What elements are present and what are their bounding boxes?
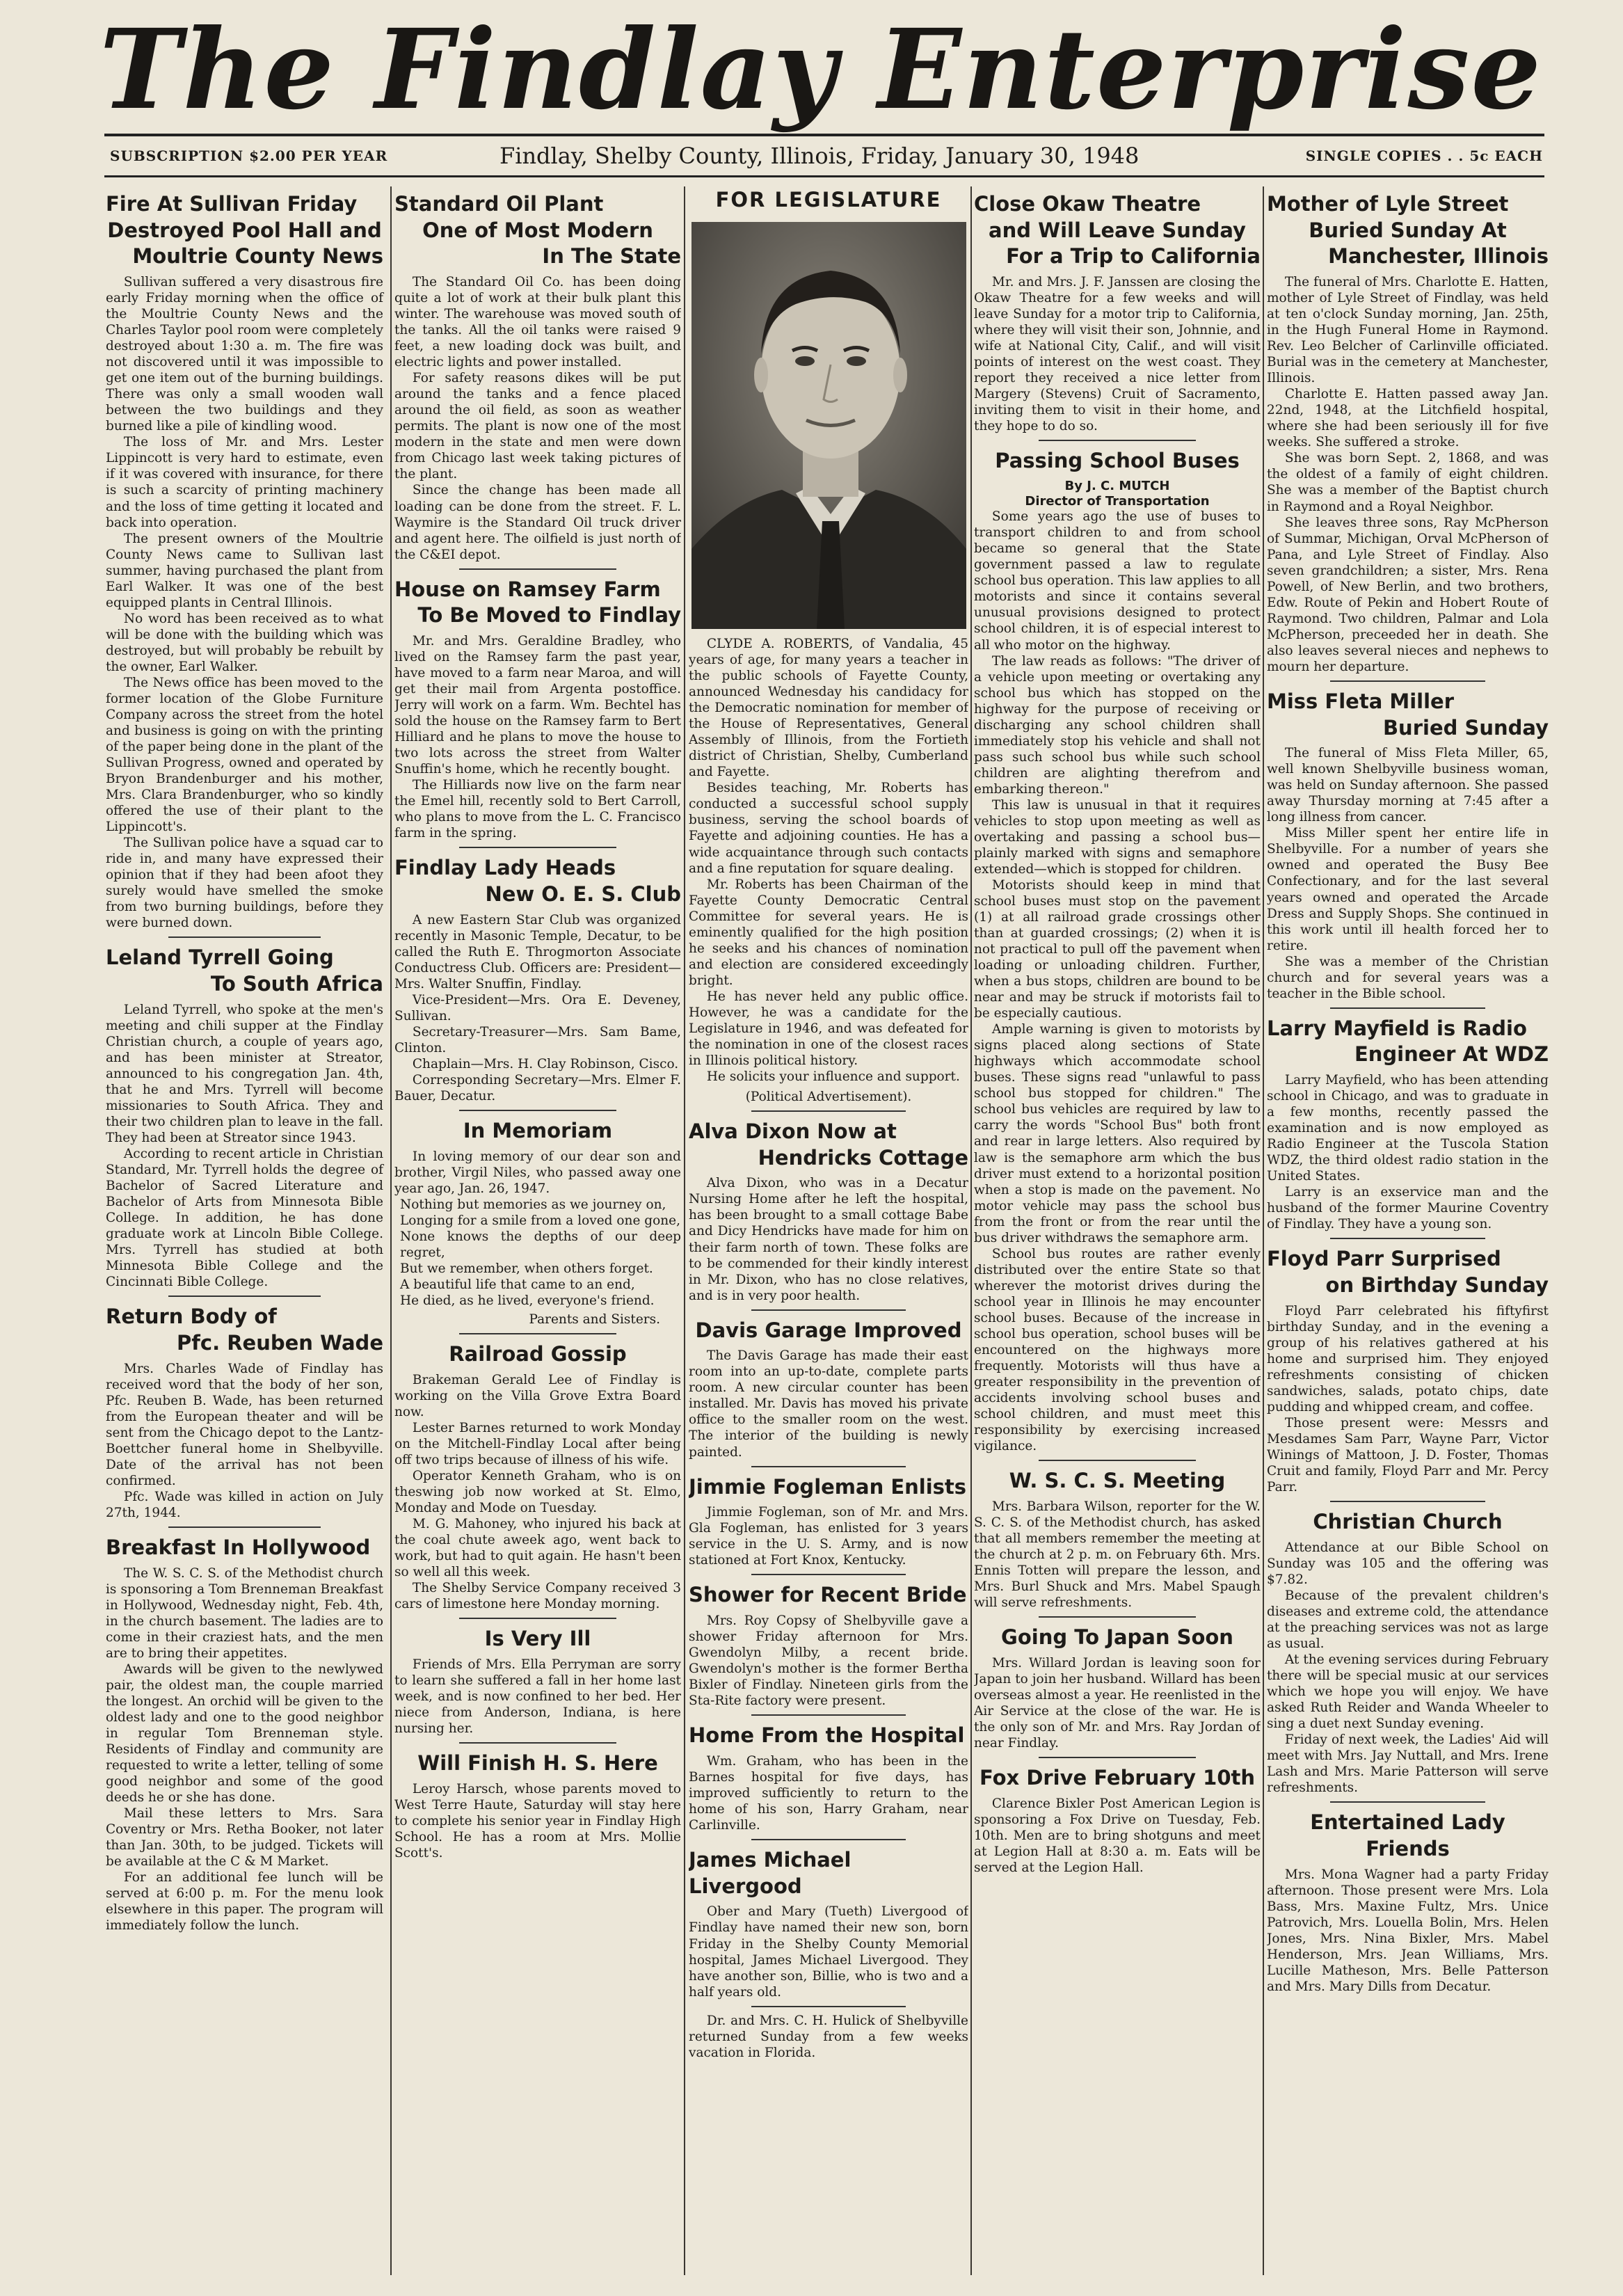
- headline-line: To South Africa: [210, 972, 383, 996]
- article-w-s-c-s-meeting: [974, 1468, 1261, 1611]
- article-going-to-japan-soon: [974, 1625, 1261, 1751]
- article-separator: [459, 1618, 617, 1619]
- column-4: [974, 184, 1261, 2282]
- article-paragraph: Mrs. Charles Wade of Findlay has received word that the body of her son, Pfc. Reuben B. Wade, has been returned from the European theater and will be sent from the Chicago depot to the Lantz-Boettcher funeral home in Shelbyville. Date of the arrival has not been confirmed.: [106, 1361, 383, 1488]
- article-paragraph: Besides teaching, Mr. Roberts has conducted a successful school supply business, serving the school boards of Fayette and adjoining counties. He has a wide acquaintance through such contacts and a fine reputation for square dealing.: [689, 781, 968, 876]
- article-james-michael-livergood: [689, 1847, 968, 2000]
- headline-line: One of Most Modern: [422, 218, 653, 242]
- column-divider: [970, 186, 972, 2275]
- article-paragraph: Mail these letters to Mrs. Sara Coventry or Mrs. Retha Booker, not later than Jan. 30th, to be judged. Tickets will be available at the C & M Market.: [106, 1806, 383, 1870]
- headline-line: New O. E. S. Club: [485, 882, 681, 907]
- article-leland-tyrrell-going: [106, 945, 383, 1290]
- headline-line: Engineer At WDZ: [1354, 1042, 1549, 1067]
- article-separator: [1039, 1757, 1197, 1758]
- article-paragraph: Those present were: Messrs and Mesdames Sam Parr, Wayne Parr, Victor Winings of Mattoon, J. D. Foster, Thomas Cruit and family, Floyd Parr and Mr. Percy Parr.: [1267, 1416, 1549, 1495]
- headline-line: Mother of Lyle Street: [1267, 192, 1509, 216]
- article-headline: [689, 1847, 968, 1899]
- headline-line: Will Finish H. S. Here: [417, 1751, 658, 1776]
- article-paragraph: The law reads as follows: "The driver of a vehicle upon meeting or overtaking any school bus which has stopped on the highway for the purpose of receiving or discharging any school children shall immediately stop his vehicle and shall not pass such school bus while such school children are alighting therefrom and embarking thereon.": [974, 653, 1261, 797]
- article-separator: [168, 1526, 321, 1528]
- article-paragraph: Leroy Harsch, whose parents moved to West Terre Haute, Saturday will stay here to complete his senior year in Findlay High School. He has a room at Mrs. Mollie Scott's.: [394, 1781, 681, 1860]
- article-paragraph: Ample warning is given to motorists by signs placed along sections of State highways which accommodate school buses. These signs read "unlawful to pass school bus stopped for children." The school bus vehicles are required by law to carry the words "School Bus" both front and rear in large letters. Also required by law is the semaphore arm which the bus driver must extend to a horizontal position when a stop is made on the pavement. No motor vehicle may pass the school bus from the front or from the rear until the bus driver withdraws the semaphore arm.: [974, 1022, 1261, 1245]
- article-paragraph: Secretary-Treasurer—Mrs. Sam Bame, Clinton.: [394, 1025, 681, 1056]
- article-paragraph: Larry is an exservice man and the husband of the former Maurine Coventry of Findlay. They have a young son.: [1267, 1185, 1549, 1232]
- headline-line: Home From the Hospital: [689, 1723, 965, 1748]
- article-separator: [459, 847, 617, 848]
- article-separator: [459, 568, 617, 570]
- article-separator: [751, 1574, 905, 1575]
- column-1: [106, 184, 387, 2282]
- article-passing-school-buses: [974, 448, 1261, 1454]
- article-larry-mayfield-is-radio: [1267, 1016, 1549, 1233]
- article-headline: [1267, 1016, 1549, 1068]
- article-headline: [689, 1474, 968, 1501]
- article-separator: [751, 1839, 905, 1840]
- article-close-okaw-theatre: [974, 191, 1261, 434]
- article-paragraph: Alva Dixon, who was in a Decatur Nursing Home after he left the hospital, has been brought to a small cottage Babe and Dicy Hendricks have made for him on their farm north of town. These folks are to be commended for their kindly interest in Mr. Dixon, who has no close relatives, and is in very poor health.: [689, 1176, 968, 1303]
- article-paragraph: He solicits your influence and support.: [706, 1069, 960, 1084]
- column-5: [1267, 184, 1549, 2282]
- article-headline: [394, 1626, 681, 1652]
- article-paragraph: In loving memory of our dear son and brother, Virgil Niles, who passed away one year ago, Jan. 26, 1947.: [394, 1149, 681, 1196]
- article-paragraph: Lester Barnes returned to work Monday on the Mitchell-Findlay Local after being off two trips because of illness of his wife.: [394, 1420, 681, 1468]
- article-paragraph: Some years ago the use of buses to transport children to and from school became so general that the State government passed a law to regulate school bus operation. This law applies to all motorists and since it contains several unusual provisions designed to protect school children, it is of especial interest to all who motor on the highway.: [974, 509, 1261, 653]
- article-headline: [394, 1751, 681, 1777]
- article-miss-fleta-miller: [1267, 689, 1549, 1002]
- article-separator: [1330, 1801, 1485, 1803]
- article-paragraph: She was a member of the Christian church and for several years was a teacher in the Bible school.: [1267, 954, 1549, 1001]
- article-headline: [1267, 1810, 1549, 1862]
- article-paragraph: He has never held any public office. However, he was a candidate for the Legislature in 1946, and was defeated for the nomination in one of the closest races in Illinois political history.: [689, 989, 968, 1068]
- article-paragraph: The Shelby Service Company received 3 cars of limestone here Monday morning.: [394, 1581, 681, 1612]
- article-paragraph: For safety reasons dikes will be put around the tanks and a fence placed around the oil field, as soon as weather permits. The plant is now one of the most modern in the state and men were down from Chicago last week taking pictures of the plant.: [394, 371, 681, 482]
- article-paragraph: Dr. and Mrs. C. H. Hulick of Shelbyville returned Sunday from a few weeks vacation in Florida.: [689, 2013, 968, 2060]
- headline-line: James Michael Livergood: [689, 1848, 852, 1898]
- article-paragraph: Chaplain—Mrs. H. Clay Robinson, Cisco.: [412, 1057, 679, 1072]
- column-divider: [1263, 186, 1264, 2275]
- article-separator: [459, 1333, 617, 1334]
- headline-line: In Memoriam: [463, 1119, 613, 1143]
- dateline: Findlay, Shelby County, Illinois, Friday, January 30, 1948: [499, 143, 1140, 169]
- headline-line: Leland Tyrrell Going: [106, 946, 334, 970]
- article-headline: [1267, 1246, 1549, 1298]
- verse-line: He died, as he lived, everyone's friend.: [400, 1293, 655, 1309]
- article-breakfast-in-hollywood: [106, 1535, 383, 1934]
- headline-line: Floyd Parr Surprised: [1267, 1247, 1501, 1271]
- article-paragraph: Because of the prevalent children's diseases and extreme cold, the attendance at the preaching services was not as large as usual.: [1267, 1588, 1549, 1652]
- dateline-bar: [110, 139, 1543, 174]
- article-is-very-ill: [394, 1626, 681, 1737]
- article-separator: [751, 1309, 905, 1311]
- article-separator: [1039, 440, 1197, 441]
- article-paragraph: The Hilliards now live on the farm near the Emel hill, recently sold to Bert Carroll, who plans to move from the L. C. Francisco farm in the spring.: [394, 778, 681, 841]
- article-paragraph: The loss of Mr. and Mrs. Lester Lippincott is very hard to estimate, even if it was covered with insurance, for there is such a scarcity of printing machinery and the loss of time getting it located and back into operation.: [106, 435, 383, 530]
- article-findlay-lady-heads: [394, 855, 681, 1104]
- article-separator: [751, 1714, 905, 1716]
- article-paragraph: Friends of Mrs. Ella Perryman are sorry to learn she suffered a fall in her home last week, and is now confined to her bed. Her niece from Anderson, Indiana, is here nursing her.: [394, 1657, 681, 1737]
- article-headline: [974, 1625, 1261, 1651]
- article-paragraph: Ober and Mary (Tueth) Livergood of Findlay have named their new son, born Friday in the Shelby County Memorial hospital, James Michael Livergood. They have another son, Billie, who is two and a half years old.: [689, 1904, 968, 2000]
- masthead-title: The Findlay Enterprise: [99, 5, 1543, 134]
- article-headline: [974, 1765, 1261, 1792]
- headline-line: Manchester, Illinois: [1328, 244, 1549, 269]
- article-paragraph: Miss Miller spent her entire life in Shelbyville. For a number of years she owned and operated the Busy Bee Confectionary, and for the last several years owned and operated the Arcade Dress and Supply Shops. She continued in this work until ill health forced her to retire.: [1267, 826, 1549, 953]
- headline-line: Buried Sunday: [1382, 715, 1549, 740]
- headline-line: To Be Moved to Findlay: [417, 603, 681, 628]
- article-paragraph: Floyd Parr celebrated his fiftyfirst birthday Sunday, and in the evening a group of his relatives gathered at his home and surprised him. They enjoyed refreshments consisting of chicken sandwiches, salads, potato chips, date pudding and whipped cream, and coffee.: [1267, 1303, 1549, 1414]
- verse-line: But we remember, when others forget.: [400, 1261, 653, 1277]
- article-separator: [459, 1742, 617, 1744]
- article-paragraph: Mr. and Mrs. Geraldine Bradley, who lived on the Ramsey farm the past year, have moved to a farm near Maroa, and will get their mail from Argenta postoffice. Jerry will work on a farm. Wm. Bechtel has sold the house on the Ramsey farm to Bert Hilliard and he plans to move the house to two lots across the street from Walter Snuffin's home, which he recently bought.: [394, 634, 681, 777]
- article-headline: [974, 191, 1261, 270]
- byline: By J. C. MUTCH: [1064, 479, 1170, 494]
- masthead-rule-bottom: [104, 175, 1544, 177]
- article-headline: [106, 1535, 383, 1561]
- article-paragraph: The W. S. C. S. of the Methodist church is sponsoring a Tom Brenneman Breakfast in Hollywood, Wednesday night, Feb. 4th, in the church basement. The ladies are to come in their craziest hats, and the men are to bring their appetites.: [106, 1565, 383, 1661]
- article-headline: [394, 1118, 681, 1145]
- headline-line: Alva Dixon Now at: [689, 1119, 897, 1143]
- article-paragraph: CLYDE A. ROBERTS, of Vandalia, 45 years of age, for many years a teacher in the public schools of Fayette County, announced Wednesday his candidacy for the Democratic nomination for member of the House of Representatives, General Assembly of Illinois, from the Fortieth district of Christian, Shelby, Cumberland and Fayette.: [689, 637, 968, 780]
- headline-line: Davis Garage Improved: [695, 1318, 962, 1342]
- headline-line: Destroyed Pool Hall and: [107, 218, 382, 242]
- headline-line: Moultrie County News: [132, 244, 383, 269]
- article-alva-dixon-now-at: [689, 1119, 968, 1304]
- article-paragraph: Corresponding Secretary—Mrs. Elmer F. Bauer, Decatur.: [394, 1073, 681, 1104]
- headline-line: on Birthday Sunday: [1325, 1273, 1549, 1298]
- headline-line: Larry Mayfield is Radio: [1267, 1016, 1527, 1040]
- headline-line: Christian Church: [1313, 1510, 1503, 1534]
- headline-line: Is Very Ill: [484, 1627, 591, 1651]
- article-paragraph: Vice-President—Mrs. Ora E. Deveney, Sullivan.: [394, 992, 681, 1023]
- article-headline: [106, 945, 383, 997]
- article-paragraph: The Sullivan police have a squad car to ride in, and many have expressed their opinion that if they had been afoot they surely would have smelled the smoke from two burning buildings, before they were burned down.: [106, 836, 383, 931]
- article-separator: [1330, 1501, 1485, 1502]
- article-separator: [1330, 1238, 1485, 1239]
- article-paragraph: Awards will be given to the newlywed pair, the oldest man, the couple married the longest. An orchid will be given to the oldest lady and one to the good neighbor in regular Tom Brenneman style. Residents of Findlay and community are requested to write a letter, telling of some good neighbor and some of the good deeds he or she has done.: [106, 1661, 383, 1805]
- candidate-photo: [691, 222, 966, 629]
- headline-line: In The State: [542, 244, 681, 269]
- article-separator: [459, 1110, 617, 1111]
- article-jimmie-fogleman-enlists: [689, 1474, 968, 1569]
- article-paragraph: A new Eastern Star Club was organized recently in Masonic Temple, Decatur, to be called the Ruth E. Throgmorton Associate Conductress Club. Officers are: President—Mrs. Walter Snuffin, Findlay.: [394, 912, 681, 991]
- article-separator: [751, 1110, 905, 1112]
- article-headline: [1267, 689, 1549, 741]
- headline-line: Going To Japan Soon: [1001, 1625, 1233, 1649]
- headline-line: Return Body of: [106, 1305, 277, 1329]
- article-paragraph: Mrs. Mona Wagner had a party Friday afternoon. Those present were Mrs. Lola Bass, Mrs. Maxine Fultz, Mrs. Unice Patrovich, Mrs. Louella Bolin, Mrs. Helen Jones, Mrs. Nina Bixler, Mrs. Mabel Henderson, Mrs. Jean Williams, Mrs. Lucille Matheson, Mrs. Belle Patterson and Mrs. Mary Dills from Decatur.: [1267, 1867, 1549, 1994]
- headline-line: Close Okaw Theatre: [974, 192, 1201, 216]
- article-paragraph: Since the change has been made all loading can be done from the street. F. L. Waymire is the Standard Oil truck driver and agent here. The oilfield is just north of the C&EI depot.: [394, 483, 681, 562]
- article-paragraph: She was born Sept. 2, 1868, and was the oldest of a family of eight children. She was a member of the Baptist church in Raymond and a Royal Neighbor.: [1267, 451, 1549, 514]
- article-paragraph: M. G. Mahoney, who injured his back at the coal chute aweek ago, went back to work, but had to quit again. He hasn't been so well all this week.: [394, 1517, 681, 1580]
- article-entertained-lady-friends: [1267, 1810, 1549, 1995]
- article-paragraph: The Standard Oil Co. has been doing quite a lot of work at their bulk plant this winter. The warehouse was moved south of the tanks. All the oil tanks were raised 9 feet, a new loading dock was built, and electric lights and power installed.: [394, 275, 681, 370]
- article-paragraph: For an additional fee lunch will be served at 6:00 p. m. For the menu look elsewhere in this paper. The program will immediately follow the lunch.: [106, 1870, 383, 1934]
- article-headline: [689, 1582, 968, 1609]
- article-paragraph: The present owners of the Moultrie County News came to Sullivan last summer, having purchased the plant from Earl Walker. It was one of the best equipped plants in Central Illinois.: [106, 531, 383, 610]
- article-headline: [394, 191, 681, 270]
- headline-line: Passing School Buses: [995, 449, 1240, 473]
- candidate-bio: [689, 636, 968, 1085]
- article-separator: [168, 1296, 321, 1297]
- headline-line: Standard Oil Plant: [394, 192, 604, 216]
- article-headline: [1267, 1509, 1549, 1536]
- headline-line: Findlay Lady Heads: [394, 856, 616, 880]
- candidate-portrait-image: [691, 222, 966, 629]
- byline: Director of Transportation: [1025, 493, 1210, 509]
- headline-line: Shower for Recent Bride: [689, 1583, 967, 1607]
- article-headline: [106, 1304, 383, 1356]
- article-headline: [106, 191, 383, 270]
- article-christian-church: [1267, 1509, 1549, 1796]
- column-divider: [390, 186, 392, 2275]
- article-paragraph: Wm. Graham, who has been in the Barnes hospital for five days, has improved sufficiently to return to the home of his son, Harry Graham, near Carlinville.: [689, 1753, 968, 1833]
- article-separator: [1039, 1616, 1197, 1618]
- article-separator: [751, 2006, 905, 2007]
- article-will-finish-h-s-here: [394, 1751, 681, 1861]
- article-paragraph: Clarence Bixler Post American Legion is sponsoring a Fox Drive on Tuesday, Feb. 10th. Men are to bring shotguns and meet at Legion Hall at 8:30 a. m. Eats will be served at the Legion Hall.: [974, 1796, 1261, 1875]
- article-paragraph: Mrs. Roy Copsy of Shelbyville gave a shower Friday afternoon for Mrs. Gwendolyn Milby, a recent bride. Gwendolyn's mother is the former Bertha Bixler of Findlay. Nineteen girls from the Sta-Rite factory were present.: [689, 1613, 968, 1709]
- article-paragraph: This law is unusual in that it requires vehicles to stop upon meeting as well as overtaking and passing a school bus—plainly marked with signs and semaphore extended—which is stopped for children.: [974, 797, 1261, 877]
- column-3-articles: [689, 1119, 968, 2061]
- article-house-on-ramsey-farm: [394, 577, 681, 842]
- article-paragraph: She leaves three sons, Ray McPherson of Summar, Michigan, Orval McPherson of Pana, and Lyle Street of Findlay. Also seven grandchildren; a sister, Mrs. Rena Powell, of New Berlin, and two brothers, Edw. Route of Pekin and Hobert Route of Raymond. Two children, Palmar and Lola McPherson, preceeded her in death. She also leaves several nieces and nephews to mourn her departure.: [1267, 515, 1549, 674]
- headline-line: and Will Leave Sunday: [989, 218, 1246, 242]
- headline-line: Breakfast In Hollywood: [106, 1535, 371, 1559]
- article-paragraph: No word has been received as to what will be done with the building which was destroyed, but will probably be rebuilt by the owner, Earl Walker.: [106, 611, 383, 674]
- article-paragraph: Jimmie Fogleman, son of Mr. and Mrs. Gla Fogleman, has enlisted for 3 years service in the U. S. Army, and is now stationed at Fort Knox, Kentucky.: [689, 1505, 968, 1568]
- article-separator: [168, 936, 321, 938]
- column-divider: [684, 186, 685, 2275]
- article-separator: [1330, 680, 1485, 682]
- headline-line: Railroad Gossip: [449, 1342, 627, 1366]
- verse-line: None knows the depths of our deep regret,: [400, 1229, 681, 1261]
- verse-line: Longing for a smile from a loved one gone,: [400, 1213, 680, 1228]
- article-paragraph: The funeral of Miss Fleta Miller, 65, well known Shelbyville business woman, was held on Sunday afternoon. She passed away Thursday morning at 7:45 after a long illness from cancer.: [1267, 746, 1549, 825]
- article-paragraph: Mrs. Barbara Wilson, reporter for the W. S. C. S. of the Methodist church, has asked that all members remember the meeting at the church at 2 p. m. on February 6th. Mrs. Ennis Totten will prepare the lesson, and Mrs. Burl Shuck and Mrs. Mabel Spaugh will serve refreshments.: [974, 1499, 1261, 1610]
- article-shower-for-recent-bride: [689, 1582, 968, 1709]
- article-headline: [394, 855, 681, 907]
- verse-line: Nothing but memories as we journey on,: [400, 1197, 666, 1212]
- column-2: [394, 184, 681, 2282]
- article-headline: [1267, 191, 1549, 270]
- article-paragraph: Mr. and Mrs. J. F. Janssen are closing the Okaw Theatre for a few weeks and will leave Sunday for a motor trip to California, where they will visit their son, Johnnie, and wife at National City, Calif., and will visit points of interest on the west coast. They report they received a nice letter from Margery (Stevens) Cruit of Sacramento, inviting them to visit in their home, and they hope to do so.: [974, 275, 1261, 434]
- article-headline: [974, 448, 1261, 475]
- article-paragraph: At the evening services during February there will be special music at our services which we hope you will enjoy. We have asked Ruth Reider and Wanda Wheeler to sing a duet next Sunday evening.: [1267, 1652, 1549, 1732]
- article-separator: [1330, 1007, 1485, 1009]
- article-fox-drive-february-10th: [974, 1765, 1261, 1876]
- article-floyd-parr-surprised: [1267, 1246, 1549, 1495]
- article-fire-at-sullivan-friday: [106, 191, 383, 931]
- masthead-rule-top: [104, 134, 1544, 136]
- article-return-body-of: [106, 1304, 383, 1521]
- headline-line: Miss Fleta Miller: [1267, 689, 1455, 713]
- headline-line: Fire At Sullivan Friday: [106, 192, 358, 216]
- political-ad-note: (Political Advertisement).: [745, 1089, 912, 1104]
- headline-line: Entertained Lady Friends: [1310, 1810, 1505, 1861]
- article-paragraph: Mr. Roberts has been Chairman of the Fayette County Democratic Central Committee for several years. He is eminently qualified for the high position he seeks and his chances of nomination and election are considered exceedingly bright.: [689, 877, 968, 988]
- headline-line: Fox Drive February 10th: [979, 1765, 1256, 1789]
- single-copy-price: SINGLE COPIES . . 5c EACH: [1305, 148, 1543, 164]
- article-paragraph: Mrs. Willard Jordan is leaving soon for Japan to join her husband. Willard has been overseas almost a year. He reenlisted in the Air Service at the close of the war. He is the only son of Mr. and Mrs. Ray Jordan of near Findlay.: [974, 1655, 1261, 1751]
- article-paragraph: Sullivan suffered a very disastrous fire early Friday morning when the office of the Moultrie County News and the Charles Taylor pool room were completely destroyed about 1:30 a. m. The fire was not discovered until it was impossible to get one item out of the burning buildings. There was only a small wooden wall between the two buildings and they burned like a pile of kindling wood.: [106, 275, 383, 434]
- signature-line: Parents and Sisters.: [529, 1312, 660, 1328]
- headline-line: Jimmie Fogleman Enlists: [689, 1474, 967, 1499]
- article-davis-garage-improved: [689, 1318, 968, 1460]
- article-headline: [394, 577, 681, 629]
- article-home-from-the-hospital: [689, 1723, 968, 1833]
- article-headline: [394, 1341, 681, 1368]
- article-paragraph: The funeral of Mrs. Charlotte E. Hatten, mother of Lyle Street of Findlay, was held at ten o'clock Sunday morning, Jan. 25th, in the Hugh Funeral Home in Raymond. Rev. Leo Belcher of Carlinville officiated. Burial was in the cemetery at Manchester, Illinois.: [1267, 275, 1549, 386]
- article-paragraph: The Davis Garage has made their east room into an up-to-date, complete parts room. A new circular counter has been installed. Mr. Davis has moved his private office to the smaller room on the west. The interior of the building is newly painted.: [689, 1348, 968, 1460]
- article-headline: [689, 1723, 968, 1749]
- article-paragraph: Charlotte E. Hatten passed away Jan. 22nd, 1948, at the Litchfield hospital, where she had been seriously ill for five weeks. She suffered a stroke.: [1267, 387, 1549, 450]
- article-paragraph: Brakeman Gerald Lee of Findlay is working on the Villa Grove Extra Board now.: [394, 1372, 681, 1419]
- article-paragraph: School bus routes are rather evenly distributed over the entire State so that wherever the motorist drives during the school year in Illinois he may encounter school buses. Because of the increase in school bus operation, school buses will be encountered on the highways more frequently. Motorists will thus have a greater responsibility in the prevention of accidents involving school buses and school children, and must meet this responsibility by exercising increased vigilance.: [974, 1246, 1261, 1454]
- headline-line: For a Trip to California: [1006, 244, 1261, 269]
- article-paragraph: Operator Kenneth Graham, who is on theswing job now worked at St. Elmo, Monday and Mode on Tuesday.: [394, 1469, 681, 1516]
- article-paragraph: Larry Mayfield, who has been attending school in Chicago, and was to graduate in a few months, recently passed the examination and is now employed as Radio Engineer at the Tuscola Station WDZ, the third oldest radio station in the United States.: [1267, 1073, 1549, 1184]
- legislature-heading: FOR LEGISLATURE: [715, 188, 942, 212]
- headline-line: Hendricks Cottage: [758, 1145, 968, 1170]
- article-railroad-gossip: [394, 1341, 681, 1612]
- article-item-6: [689, 2013, 968, 2061]
- article-paragraph: Attendance at our Bible School on Sunday was 105 and the offering was $7.82.: [1267, 1540, 1549, 1587]
- article-paragraph: Motorists should keep in mind that school buses must stop on the pavement (1) at all railroad grade crossings other than at guarded crossings; (2) when it is not practical to pull off the pavement when loading or unloading children. Further, when a bus stops, children are bound to be near and may be struck if motorists fail to be especially cautious.: [974, 877, 1261, 1021]
- headline-line: W. S. C. S. Meeting: [1009, 1469, 1226, 1493]
- headline-line: House on Ramsey Farm: [394, 577, 661, 601]
- article-paragraph: According to recent article in Christian Standard, Mr. Tyrrell holds the degree of Bachelor of Sacred Literature and Bachelor of Arts from Minnesota Bible College. In addition, he has done graduate work at Lincoln Bible College. Mrs. Tyrrell has studied at both Minnesota Bible College and the Cincinnati Bible College.: [106, 1147, 383, 1290]
- article-separator: [751, 1466, 905, 1467]
- article-separator: [1039, 1460, 1197, 1461]
- article-headline: [689, 1318, 968, 1344]
- article-paragraph: Friday of next week, the Ladies' Aid will meet with Mrs. Jay Nuttall, and Mrs. Irene Lash and Mrs. Marie Patterson will serve refreshments.: [1267, 1732, 1549, 1796]
- article-standard-oil-plant: [394, 191, 681, 563]
- verse-line: A beautiful life that came to an end,: [400, 1277, 635, 1293]
- article-in-memoriam: [394, 1118, 681, 1328]
- article-paragraph: Pfc. Wade was killed in action on July 27th, 1944.: [106, 1489, 383, 1520]
- article-mother-of-lyle-street: [1267, 191, 1549, 675]
- headline-line: Buried Sunday At: [1309, 218, 1507, 242]
- subscription-price: SUBSCRIPTION $2.00 PER YEAR: [110, 148, 388, 164]
- headline-line: Pfc. Reuben Wade: [177, 1330, 383, 1355]
- column-3: [689, 184, 968, 2282]
- article-headline: [974, 1468, 1261, 1494]
- article-headline: [689, 1119, 968, 1171]
- article-paragraph: Leland Tyrrell, who spoke at the men's meeting and chili supper at the Findlay Christian church, a couple of years ago, and has been minister at Streator, announced to his congregation Jan. 4th, that he and Mrs. Tyrrell will become missionaries to South Africa. They and their two children plan to leave in the fall. They had been at Streator since 1943.: [106, 1002, 383, 1145]
- article-paragraph: The News office has been moved to the former location of the Globe Furniture Company across the street from the hotel and business is going on with the printing of the paper being done in the plant of the Sullivan Progress, owned and operated by Bryon Brandenburger and his mother, Mrs. Clara Brandenburger, who so kindly offered the use of their plant to the Lippincott's.: [106, 675, 383, 835]
